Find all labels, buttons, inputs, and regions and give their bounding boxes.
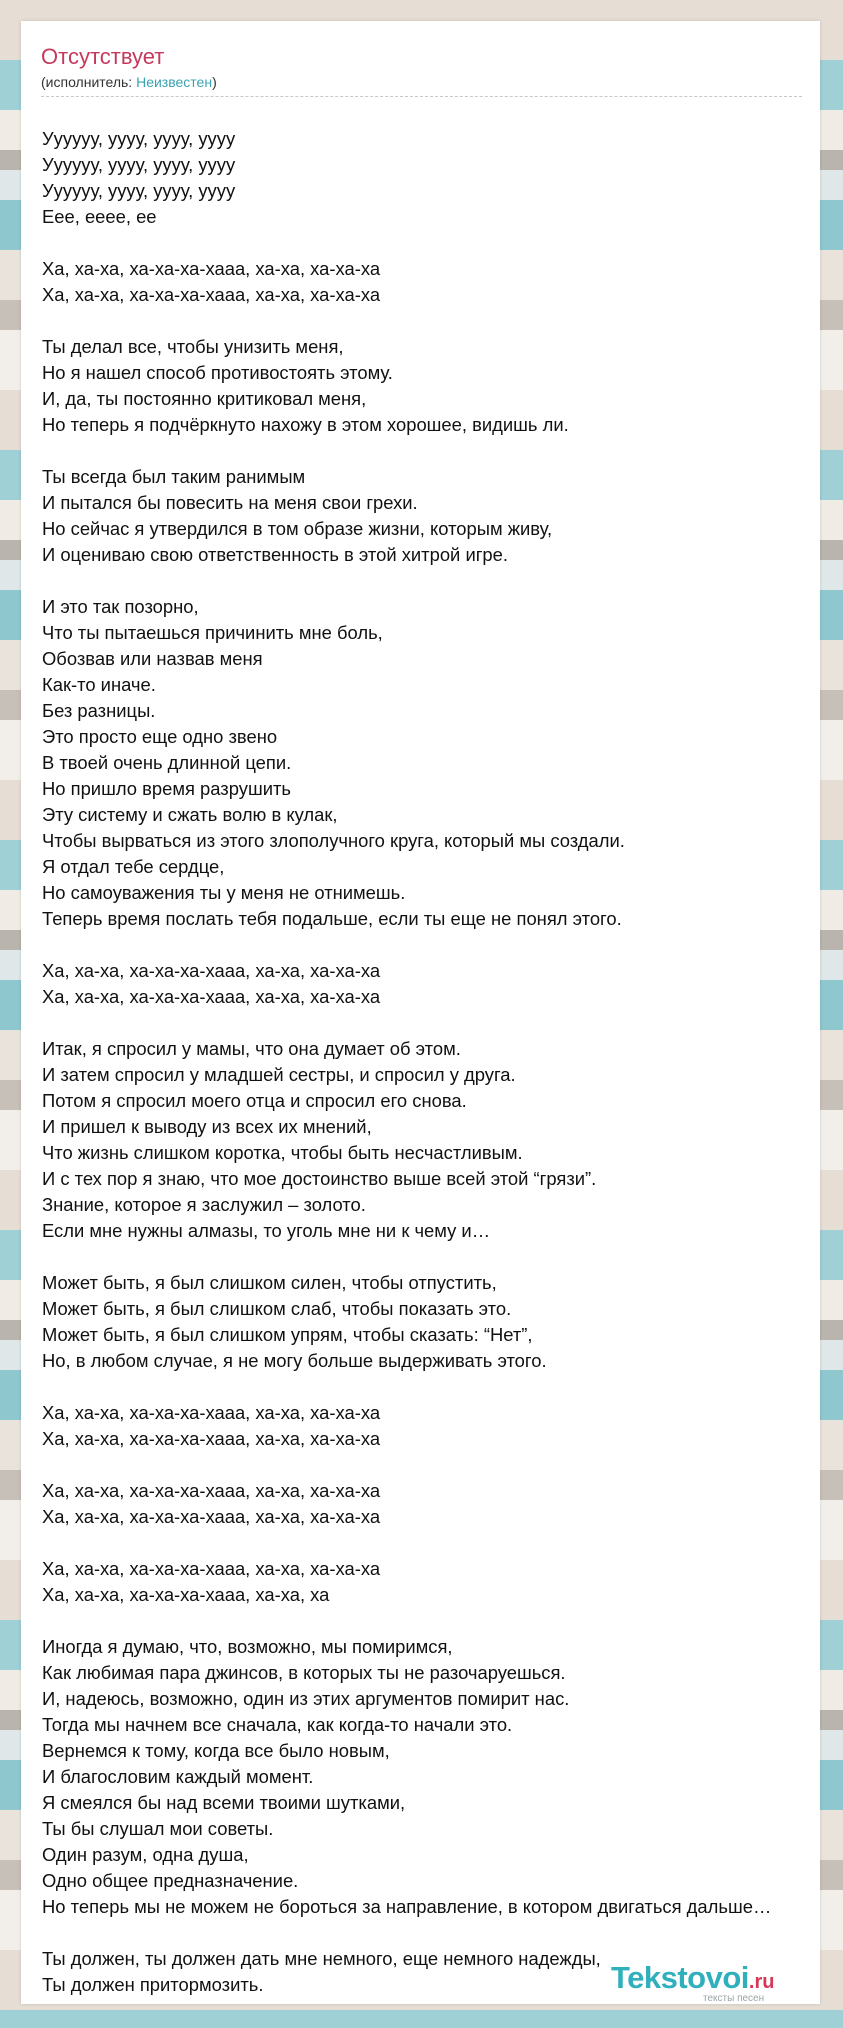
artist-suffix: ) — [212, 74, 217, 90]
lyric-line: Ты всегда был таким ранимым — [42, 466, 306, 487]
lyric-line: Может быть, я был слишком слаб, чтобы показать это. — [42, 1298, 512, 1319]
lyric-line: Еее, ееее, ее — [42, 206, 157, 227]
lyric-line: И благословим каждый момент. — [42, 1766, 314, 1787]
tekstovoi-logo[interactable] — [611, 1961, 817, 2004]
lyric-line: И оцениваю свою ответственность в этой хитрой игре. — [42, 544, 508, 565]
lyric-line: Я отдал тебе сердце, — [42, 856, 225, 877]
lyric-blank-line — [42, 1530, 820, 1556]
lyric-line: В твоей очень длинной цепи. — [42, 752, 292, 773]
lyric-line: Итак, я спросил у мамы, что она думает об этом. — [42, 1038, 461, 1059]
lyric-blank-line — [42, 1010, 820, 1036]
lyric-line: Ты бы слушал мои советы. — [42, 1818, 274, 1839]
lyric-line: Ты делал все, чтобы унизить меня, — [42, 336, 344, 357]
lyrics-card — [21, 21, 820, 2004]
lyric-line: Ха, ха-ха, ха-ха-ха-хааа, ха-ха, ха-ха-ха — [42, 284, 381, 305]
lyric-line: И, да, ты постоянно критиковал меня, — [42, 388, 367, 409]
lyric-blank-line — [42, 932, 820, 958]
lyric-line: И пришел к выводу из всех их мнений, — [42, 1116, 372, 1137]
lyric-line: Как-то иначе. — [42, 674, 156, 695]
lyric-line: Что ты пытаешься причинить мне боль, — [42, 622, 383, 643]
lyric-line: Теперь время послать тебя подальше, если ты еще не понял этого. — [42, 908, 622, 929]
lyric-line: И затем спросил у младшей сестры, и спросил у друга. — [42, 1064, 516, 1085]
lyric-line: Знание, которое я заслужил – золото. — [42, 1194, 366, 1215]
lyric-line: Один разум, одна душа, — [42, 1844, 249, 1865]
lyric-blank-line — [42, 308, 820, 334]
lyric-line: Но теперь мы не можем не бороться за направление, в котором двигаться дальше… — [42, 1896, 772, 1917]
lyric-line: Но сейчас я утвердился в том образе жизни, которым живу, — [42, 518, 553, 539]
lyric-line: Ха, ха-ха, ха-ха-ха-хааа, ха-ха, ха-ха-ха — [42, 1506, 381, 1527]
lyric-line: Потом я спросил моего отца и спросил его снова. — [42, 1090, 467, 1111]
lyric-line: Ха, ха-ха, ха-ха-ха-хааа, ха-ха, ха-ха-ха — [42, 258, 381, 279]
lyric-line: Уууууу, уууу, уууу, уууу — [42, 154, 236, 175]
lyric-line: Ха, ха-ха, ха-ха-ха-хааа, ха-ха, ха-ха-ха — [42, 1558, 381, 1579]
lyric-line: Ха, ха-ха, ха-ха-ха-хааа, ха-ха, ха-ха-ха — [42, 986, 381, 1007]
lyric-line: Но теперь я подчёркнуто нахожу в этом хорошее, видишь ли. — [42, 414, 569, 435]
lyric-blank-line — [42, 1244, 820, 1270]
lyric-blank-line — [42, 230, 820, 256]
lyric-blank-line — [42, 438, 820, 464]
lyric-line: Как любимая пара джинсов, в которых ты не разочаруешься. — [42, 1662, 566, 1683]
lyric-line: Ты должен, ты должен дать мне немного, еще немного надежды, — [42, 1948, 601, 1969]
lyric-line: И это так позорно, — [42, 596, 199, 617]
logo-tld: .ru — [748, 1971, 775, 1993]
lyric-line: Но я нашел способ противостоять этому. — [42, 362, 393, 383]
lyric-line: Может быть, я был слишком силен, чтобы отпустить, — [42, 1272, 497, 1293]
lyric-line: Но, в любом случае, я не могу больше выдерживать этого. — [42, 1350, 547, 1371]
lyric-line: И пытался бы повесить на меня свои грехи. — [42, 492, 418, 513]
logo-name: Tekstovoi — [611, 1960, 749, 1995]
lyric-line: Может быть, я был слишком упрям, чтобы сказать: “Нет”, — [42, 1324, 533, 1345]
lyric-line: Ты должен притормозить. — [42, 1974, 264, 1995]
lyric-line: Уууууу, уууу, уууу, уууу — [42, 180, 236, 201]
lyric-line: И, надеюсь, возможно, один из этих аргументов помирит нас. — [42, 1688, 570, 1709]
lyric-line: Если мне нужны алмазы, то уголь мне ни к чему и… — [42, 1220, 491, 1241]
lyric-blank-line — [42, 1920, 820, 1946]
lyric-line: Ха, ха-ха, ха-ха-ха-хааа, ха-ха, ха-ха-ха — [42, 1428, 381, 1449]
lyric-line: Тогда мы начнем все сначала, как когда-то начали это. — [42, 1714, 513, 1735]
song-header — [41, 43, 802, 97]
lyric-line: Я смеялся бы над всеми твоими шутками, — [42, 1792, 406, 1813]
lyric-line: Иногда я думаю, что, возможно, мы помиримся, — [42, 1636, 453, 1657]
lyric-blank-line — [42, 1374, 820, 1400]
lyric-blank-line — [42, 1608, 820, 1634]
artist-line — [41, 73, 802, 91]
lyric-line: Что жизнь слишком коротка, чтобы быть несчастливым. — [42, 1142, 523, 1163]
lyric-line: Эту систему и сжать волю в кулак, — [42, 804, 338, 825]
lyric-line: И с тех пор я знаю, что мое достоинство выше всей этой “грязи”. — [42, 1168, 597, 1189]
lyric-line: Чтобы вырваться из этого злополучного круга, который мы создали. — [42, 830, 625, 851]
lyric-line: Ха, ха-ха, ха-ха-ха-хааа, ха-ха, ха-ха-ха — [42, 1480, 381, 1501]
lyrics-body — [42, 126, 820, 1998]
lyric-blank-line — [42, 568, 820, 594]
lyric-blank-line — [42, 1452, 820, 1478]
lyric-line: Без разницы. — [42, 700, 156, 721]
lyric-line: Но пришло время разрушить — [42, 778, 291, 799]
lyric-line: Ха, ха-ха, ха-ха-ха-хааа, ха-ха, ха-ха-ха — [42, 1402, 381, 1423]
artist-prefix: (исполнитель: — [41, 74, 137, 90]
song-title: Отсутствует — [41, 44, 165, 69]
lyric-line: Обозвав или назвав меня — [42, 648, 263, 669]
lyric-line: Но самоуважения ты у меня не отнимешь. — [42, 882, 406, 903]
lyric-line: Одно общее предназначение. — [42, 1870, 299, 1891]
lyric-line: Вернемся к тому, когда все было новым, — [42, 1740, 390, 1761]
lyric-line: Ха, ха-ха, ха-ха-ха-хааа, ха-ха, ха — [42, 1584, 330, 1605]
lyric-line: Уууууу, уууу, уууу, уууу — [42, 128, 236, 149]
logo-tagline: тексты песен — [703, 1993, 765, 2004]
artist-link[interactable]: Неизвестен — [136, 74, 213, 90]
lyric-line: Ха, ха-ха, ха-ха-ха-хааа, ха-ха, ха-ха-ха — [42, 960, 381, 981]
lyric-line: Это просто еще одно звено — [42, 726, 278, 747]
